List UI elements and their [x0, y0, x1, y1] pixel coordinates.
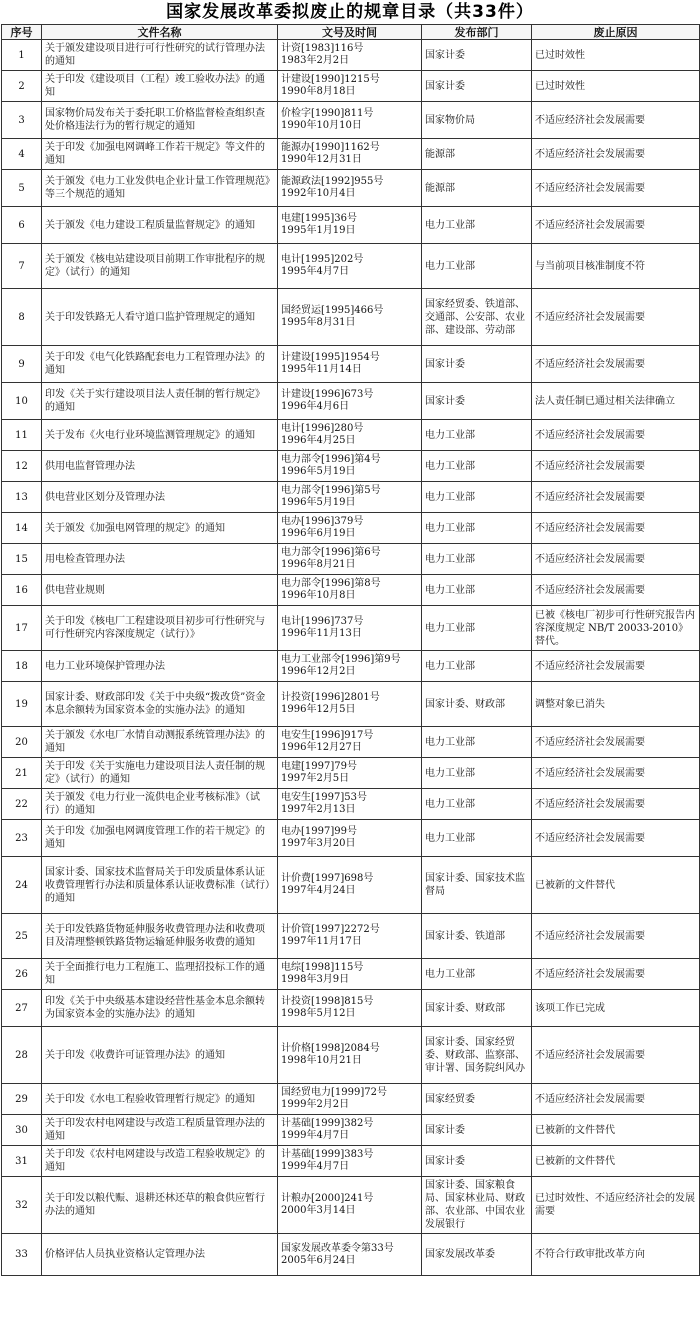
row-number: 28: [2, 1027, 42, 1084]
repeal-reason: 不适应经济社会发展需要: [532, 758, 700, 789]
table-row: [2, 1177, 700, 1234]
document-number: 计建设[1995]1954号: [281, 352, 380, 363]
document-number-date: [278, 758, 422, 789]
table-row: [2, 207, 700, 244]
table-row: [2, 758, 700, 789]
issue-date: 1990年12月31日: [281, 154, 362, 165]
issue-date: 1992年10月4日: [281, 188, 356, 199]
issue-date: 1996年4月6日: [281, 401, 350, 412]
repeal-reason: 不适应经济社会发展需要: [532, 420, 700, 451]
table-row: [2, 482, 700, 513]
issuing-department: 能源部: [422, 170, 532, 207]
repeal-reason: 已过时效性: [532, 71, 700, 102]
issuing-department: 国家计委、财政部: [422, 682, 532, 727]
repeal-reason: 不适应经济社会发展需要: [532, 1027, 700, 1084]
row-number: 20: [2, 727, 42, 758]
issue-date: 1996年5月19日: [281, 497, 356, 508]
document-number-date: [278, 1177, 422, 1234]
document-number: 计价格[1998]2084号: [281, 1043, 380, 1054]
issue-date: 1995年4月7日: [281, 266, 350, 277]
row-number: 17: [2, 606, 42, 651]
document-number-date: [278, 207, 422, 244]
table-row: [2, 727, 700, 758]
issue-date: 1998年5月12日: [281, 1008, 356, 1019]
document-number: 电综[1998]115号: [281, 962, 364, 973]
repeal-reason: 不适应经济社会发展需要: [532, 102, 700, 139]
document-name: 关于颁发《加强电网管理的规定》的通知: [42, 513, 278, 544]
row-number: 11: [2, 420, 42, 451]
table-row: [2, 420, 700, 451]
repeal-reason: 不适应经济社会发展需要: [532, 513, 700, 544]
row-number: 15: [2, 544, 42, 575]
issue-date: 1997年2月13日: [281, 804, 356, 815]
table-row: [2, 682, 700, 727]
table-row: [2, 102, 700, 139]
document-number-date: [278, 606, 422, 651]
issue-date: 1995年8月31日: [281, 317, 356, 328]
issuing-department: 国家计委: [422, 40, 532, 71]
header-doc: 文号及时间: [278, 25, 422, 40]
document-number-date: [278, 1146, 422, 1177]
row-number: 25: [2, 914, 42, 959]
row-number: 18: [2, 651, 42, 682]
issue-date: 1997年4月24日: [281, 885, 356, 896]
document-number: 计建设[1990]1215号: [281, 74, 380, 85]
document-number-date: [278, 857, 422, 914]
document-number-date: [278, 1084, 422, 1115]
table-row: [2, 346, 700, 383]
issue-date: 1998年3月9日: [281, 974, 350, 985]
row-number: 30: [2, 1115, 42, 1146]
document-number: 能源政法[1992]955号: [281, 176, 384, 187]
row-number: 10: [2, 383, 42, 420]
row-number: 27: [2, 990, 42, 1027]
document-number: 国经贸电力[1999]72号: [281, 1087, 387, 1098]
header-reason: 废止原因: [532, 25, 700, 40]
document-name: 关于印发铁路无人看守道口监护管理规定的通知: [42, 289, 278, 346]
row-number: 13: [2, 482, 42, 513]
repeal-reason: 不适应经济社会发展需要: [532, 207, 700, 244]
row-number: 2: [2, 71, 42, 102]
issue-date: 1990年8月18日: [281, 86, 356, 97]
document-number: 计投资[1998]815号: [281, 996, 374, 1007]
issuing-department: 国家计委、铁道部: [422, 914, 532, 959]
document-number: 电力部令[1996]第4号: [281, 454, 381, 465]
issue-date: 1983年2月2日: [281, 55, 350, 66]
document-number: 电安生[1997]53号: [281, 792, 367, 803]
document-number: 电办[1997]99号: [281, 826, 357, 837]
issue-date: 1997年11月17日: [281, 936, 362, 947]
repeal-reason: 不适应经济社会发展需要: [532, 544, 700, 575]
row-number: 9: [2, 346, 42, 383]
document-name: 关于颁发《电力工业发供电企业计量工作管理规范》等三个规范的通知: [42, 170, 278, 207]
issuing-department: 国家物价局: [422, 102, 532, 139]
issue-date: 1998年10月21日: [281, 1055, 362, 1066]
issuing-department: 国家计委: [422, 1115, 532, 1146]
table-row: [2, 139, 700, 170]
issue-date: 1996年6月19日: [281, 528, 356, 539]
document-name: 关于印发农村电网建设与改造工程质量管理办法的通知: [42, 1115, 278, 1146]
document-number: 电建[1995]36号: [281, 213, 357, 224]
table-row: [2, 1234, 700, 1276]
row-number: 4: [2, 139, 42, 170]
document-number: 电力工业部令[1996]第9号: [281, 654, 401, 665]
row-number: 19: [2, 682, 42, 727]
document-name: 关于印发《农村电网建设与改造工程验收规定》的通知: [42, 1146, 278, 1177]
document-number-date: [278, 1115, 422, 1146]
repeal-reason: 调整对象已消失: [532, 682, 700, 727]
document-number: 计基础[1999]382号: [281, 1118, 374, 1129]
document-name: 关于颁发建设项目进行可行性研究的试行管理办法的通知: [42, 40, 278, 71]
document-number: 计基础[1999]383号: [281, 1149, 374, 1160]
document-number: 计资[1983]116号: [281, 43, 364, 54]
table-row: [2, 606, 700, 651]
document-number-date: [278, 959, 422, 990]
header-no: 序号: [2, 25, 42, 40]
document-name: 关于全面推行电力工程施工、监理招投标工作的通知: [42, 959, 278, 990]
document-number: 电力部令[1996]第8号: [281, 578, 381, 589]
document-name: 国家计委、国家技术监督局关于印发质量体系认证收费管理暂行办法和质量体系认证收费标准（试行）的通知: [42, 857, 278, 914]
repeal-reason: 不适应经济社会发展需要: [532, 170, 700, 207]
document-name: 印发《关于实行建设项目法人责任制的暂行规定》的通知: [42, 383, 278, 420]
row-number: 21: [2, 758, 42, 789]
document-number-date: [278, 727, 422, 758]
document-number: 计建设[1996]673号: [281, 389, 374, 400]
issuing-department: 电力工业部: [422, 451, 532, 482]
document-number-date: [278, 482, 422, 513]
document-number: 电计[1995]202号: [281, 254, 364, 265]
document-number-date: [278, 71, 422, 102]
table-row: [2, 914, 700, 959]
document-number-date: [278, 820, 422, 857]
repeal-reason: 法人责任制已通过相关法律确立: [532, 383, 700, 420]
table-row: [2, 383, 700, 420]
document-number: 电计[1996]280号: [281, 423, 364, 434]
table-row: [2, 651, 700, 682]
issuing-department: 国家发展改革委: [422, 1234, 532, 1276]
repeal-reason: 不适应经济社会发展需要: [532, 1084, 700, 1115]
issuing-department: 电力工业部: [422, 789, 532, 820]
document-name: 关于颁发《电力建设工程质量监督规定》的通知: [42, 207, 278, 244]
document-number: 国经贸运[1995]466号: [281, 305, 384, 316]
document-name: 关于印发《电气化铁路配套电力工程管理办法》的通知: [42, 346, 278, 383]
issuing-department: 国家计委、国家经贸委、财政部、监察部、审计署、国务院纠风办: [422, 1027, 532, 1084]
row-number: 5: [2, 170, 42, 207]
repeal-reason: 已被新的文件替代: [532, 1146, 700, 1177]
issue-date: 1996年5月19日: [281, 466, 356, 477]
table-row: [2, 170, 700, 207]
repeal-reason: 不适应经济社会发展需要: [532, 451, 700, 482]
row-number: 14: [2, 513, 42, 544]
row-number: 16: [2, 575, 42, 606]
document-number-date: [278, 1027, 422, 1084]
header-name: 文件名称: [42, 25, 278, 40]
document-name: 关于颁发《核电站建设项目前期工作审批程序的规定》（试行）的通知: [42, 244, 278, 289]
repeal-reason: 不适应经济社会发展需要: [532, 575, 700, 606]
row-number: 32: [2, 1177, 42, 1234]
document-number-date: [278, 789, 422, 820]
issuing-department: 国家经贸委、铁道部、交通部、公安部、农业部、建设部、劳动部: [422, 289, 532, 346]
document-number-date: [278, 383, 422, 420]
page-title: 国家发展改革委拟废止的规章目录（共33件）: [166, 2, 534, 22]
document-number: 价检字[1990]811号: [281, 108, 374, 119]
issuing-department: 电力工业部: [422, 575, 532, 606]
table-row: [2, 959, 700, 990]
issuing-department: 电力工业部: [422, 606, 532, 651]
issuing-department: 国家计委: [422, 383, 532, 420]
document-number-date: [278, 544, 422, 575]
issuing-department: 电力工业部: [422, 758, 532, 789]
document-name: 印发《关于中央级基本建设经营性基金本息余额转为国家资本金的实施办法》的通知: [42, 990, 278, 1027]
row-number: 1: [2, 40, 42, 71]
table-row: [2, 990, 700, 1027]
issue-date: 2005年6月24日: [281, 1254, 356, 1266]
issue-date: 1996年12月5日: [281, 704, 356, 715]
document-number: 计投资[1996]2801号: [281, 692, 380, 703]
issue-date: 1996年11月13日: [281, 628, 362, 639]
table-row: [2, 1027, 700, 1084]
repeal-reason: 已被《核电厂初步可行性研究报告内容深度规定 NB/T 20033-2010》替代。: [532, 606, 700, 651]
document-name: 关于颁发《电力行业一流供电企业考核标准》（试行）的通知: [42, 789, 278, 820]
repeal-reason: 不适应经济社会发展需要: [532, 727, 700, 758]
document-number: 电计[1996]737号: [281, 616, 364, 627]
table-row: [2, 71, 700, 102]
document-name: 供用电监督管理办法: [42, 451, 278, 482]
repeal-reason: 不适应经济社会发展需要: [532, 914, 700, 959]
document-name: 关于印发《关于实施电力建设项目法人责任制的规定》（试行）的通知: [42, 758, 278, 789]
row-number: 12: [2, 451, 42, 482]
issue-date: 2000年3月14日: [281, 1205, 356, 1216]
table-row: [2, 289, 700, 346]
document-name: 国家物价局发布关于委托职工价格监督检查组织查处价格违法行为的暂行规定的通知: [42, 102, 278, 139]
document-number: 电建[1997]79号: [281, 761, 357, 772]
document-number: 电安生[1996]917号: [281, 730, 374, 741]
repeal-reason: 不适应经济社会发展需要: [532, 289, 700, 346]
document-name: 关于印发《水电工程验收管理暂行规定》的通知: [42, 1084, 278, 1115]
document-number: 电力部令[1996]第5号: [281, 485, 381, 496]
document-number-date: [278, 682, 422, 727]
document-number-date: [278, 451, 422, 482]
issuing-department: 国家计委、国家粮食局、国家林业局、财政部、农业部、中国农业发展银行: [422, 1177, 532, 1234]
regulations-table: [1, 24, 700, 1276]
issuing-department: 国家经贸委: [422, 1084, 532, 1115]
document-name: 供电营业区划分及管理办法: [42, 482, 278, 513]
document-number: 计粮办[2000]241号: [281, 1193, 374, 1204]
table-row: [2, 40, 700, 71]
document-number-date: [278, 139, 422, 170]
issuing-department: 电力工业部: [422, 544, 532, 575]
row-number: 33: [2, 1234, 42, 1276]
issuing-department: 国家计委、财政部: [422, 990, 532, 1027]
document-name: 关于印发铁路货物延伸服务收费管理办法和收费项目及清理整顿铁路货物运输延伸服务收费的通知: [42, 914, 278, 959]
repeal-reason: 不适应经济社会发展需要: [532, 482, 700, 513]
issuing-department: 能源部: [422, 139, 532, 170]
document-number: 计价管[1997]2272号: [281, 924, 380, 935]
document-number-date: [278, 244, 422, 289]
table-row: [2, 789, 700, 820]
document-number-date: [278, 40, 422, 71]
issue-date: 1999年4月7日: [281, 1130, 350, 1141]
repeal-reason: 不符合行政审批改革方向: [532, 1234, 700, 1276]
document-name: 关于印发《建设项目（工程）竣工验收办法》的通知: [42, 71, 278, 102]
repeal-reason: 与当前项目核准制度不符: [532, 244, 700, 289]
issuing-department: 国家计委: [422, 71, 532, 102]
repeal-reason: 该项工作已完成: [532, 990, 700, 1027]
document-name: 电力工业环境保护管理办法: [42, 651, 278, 682]
document-number: 国家发展改革委令第33号: [281, 1242, 394, 1254]
table-row: [2, 451, 700, 482]
repeal-reason: 不适应经济社会发展需要: [532, 651, 700, 682]
issue-date: 1997年2月5日: [281, 773, 350, 784]
document-number-date: [278, 914, 422, 959]
document-name: 关于颁发《水电厂水情自动测报系统管理办法》的通知: [42, 727, 278, 758]
repeal-reason: 已过时效性: [532, 40, 700, 71]
row-number: 8: [2, 289, 42, 346]
repeal-reason: 不适应经济社会发展需要: [532, 346, 700, 383]
document-number-date: [278, 420, 422, 451]
issue-date: 1996年8月21日: [281, 559, 356, 570]
issuing-department: 电力工业部: [422, 959, 532, 990]
issue-date: 1996年12月27日: [281, 742, 362, 753]
issue-date: 1997年3月20日: [281, 838, 356, 849]
issue-date: 1999年4月7日: [281, 1161, 350, 1172]
table-row: [2, 820, 700, 857]
document-name: 关于印发《加强电网调度管理工作的若干规定》的通知: [42, 820, 278, 857]
issuing-department: 国家计委: [422, 346, 532, 383]
row-number: 7: [2, 244, 42, 289]
document-number-date: [278, 1234, 422, 1276]
table-row: [2, 1084, 700, 1115]
repeal-reason: 已过时效性、不适应经济社会的发展需要: [532, 1177, 700, 1234]
issuing-department: 电力工业部: [422, 727, 532, 758]
issuing-department: 电力工业部: [422, 482, 532, 513]
document-name: 关于印发《核电厂工程建设项目初步可行性研究与可行性研究内容深度规定（试行）》: [42, 606, 278, 651]
document-name: 供电营业规则: [42, 575, 278, 606]
issue-date: 1996年12月2日: [281, 666, 356, 677]
table-row: [2, 544, 700, 575]
issue-date: 1996年10月8日: [281, 590, 356, 601]
issue-date: 1995年1月19日: [281, 225, 356, 236]
issuing-department: 电力工业部: [422, 513, 532, 544]
table-row: [2, 1115, 700, 1146]
issue-date: 1999年2月2日: [281, 1099, 350, 1110]
document-name: 关于印发《加强电网调峰工作若干规定》等文件的通知: [42, 139, 278, 170]
document-name: 国家计委、财政部印发《关于中央级“拨改贷”资金本息余额转为国家资本金的实施办法》的通知: [42, 682, 278, 727]
document-name: 关于印发以粮代赈、退耕还林还草的粮食供应暂行办法的通知: [42, 1177, 278, 1234]
issuing-department: 电力工业部: [422, 207, 532, 244]
table-row: [2, 1146, 700, 1177]
document-number-date: [278, 513, 422, 544]
row-number: 24: [2, 857, 42, 914]
document-number: 能源办[1990]1162号: [281, 142, 380, 153]
row-number: 26: [2, 959, 42, 990]
repeal-reason: 不适应经济社会发展需要: [532, 959, 700, 990]
repeal-reason: 不适应经济社会发展需要: [532, 139, 700, 170]
row-number: 3: [2, 102, 42, 139]
row-number: 29: [2, 1084, 42, 1115]
row-number: 23: [2, 820, 42, 857]
document-number-date: [278, 346, 422, 383]
document-number: 电力部令[1996]第6号: [281, 547, 381, 558]
issuing-department: 电力工业部: [422, 651, 532, 682]
document-number-date: [278, 170, 422, 207]
issuing-department: 电力工业部: [422, 820, 532, 857]
issue-date: 1990年10月10日: [281, 120, 362, 131]
document-number: 电办[1996]379号: [281, 516, 364, 527]
issue-date: 1995年11月14日: [281, 364, 362, 375]
repeal-reason: 已被新的文件替代: [532, 1115, 700, 1146]
issuing-department: 电力工业部: [422, 244, 532, 289]
repeal-reason: 已被新的文件替代: [532, 857, 700, 914]
repeal-reason: 不适应经济社会发展需要: [532, 789, 700, 820]
row-number: 31: [2, 1146, 42, 1177]
table-header-row: [2, 25, 700, 40]
document-number-date: [278, 102, 422, 139]
table-row: [2, 513, 700, 544]
issuing-department: 国家计委、国家技术监督局: [422, 857, 532, 914]
document-number-date: [278, 990, 422, 1027]
document-name: 关于发布《火电行业环境监测管理规定》的通知: [42, 420, 278, 451]
row-number: 6: [2, 207, 42, 244]
document-name: 关于印发《收费许可证管理办法》的通知: [42, 1027, 278, 1084]
table-row: [2, 244, 700, 289]
document-number-date: [278, 651, 422, 682]
issue-date: 1996年4月25日: [281, 435, 356, 446]
document-number-date: [278, 575, 422, 606]
repeal-reason: 不适应经济社会发展需要: [532, 820, 700, 857]
document-name: 用电检查管理办法: [42, 544, 278, 575]
row-number: 22: [2, 789, 42, 820]
issuing-department: 电力工业部: [422, 420, 532, 451]
document-name: 价格评估人员执业资格认定管理办法: [42, 1234, 278, 1276]
table-row: [2, 575, 700, 606]
document-number: 计价费[1997]698号: [281, 873, 374, 884]
table-row: [2, 857, 700, 914]
document-number-date: [278, 289, 422, 346]
header-dept: 发布部门: [422, 25, 532, 40]
issuing-department: 国家计委: [422, 1146, 532, 1177]
